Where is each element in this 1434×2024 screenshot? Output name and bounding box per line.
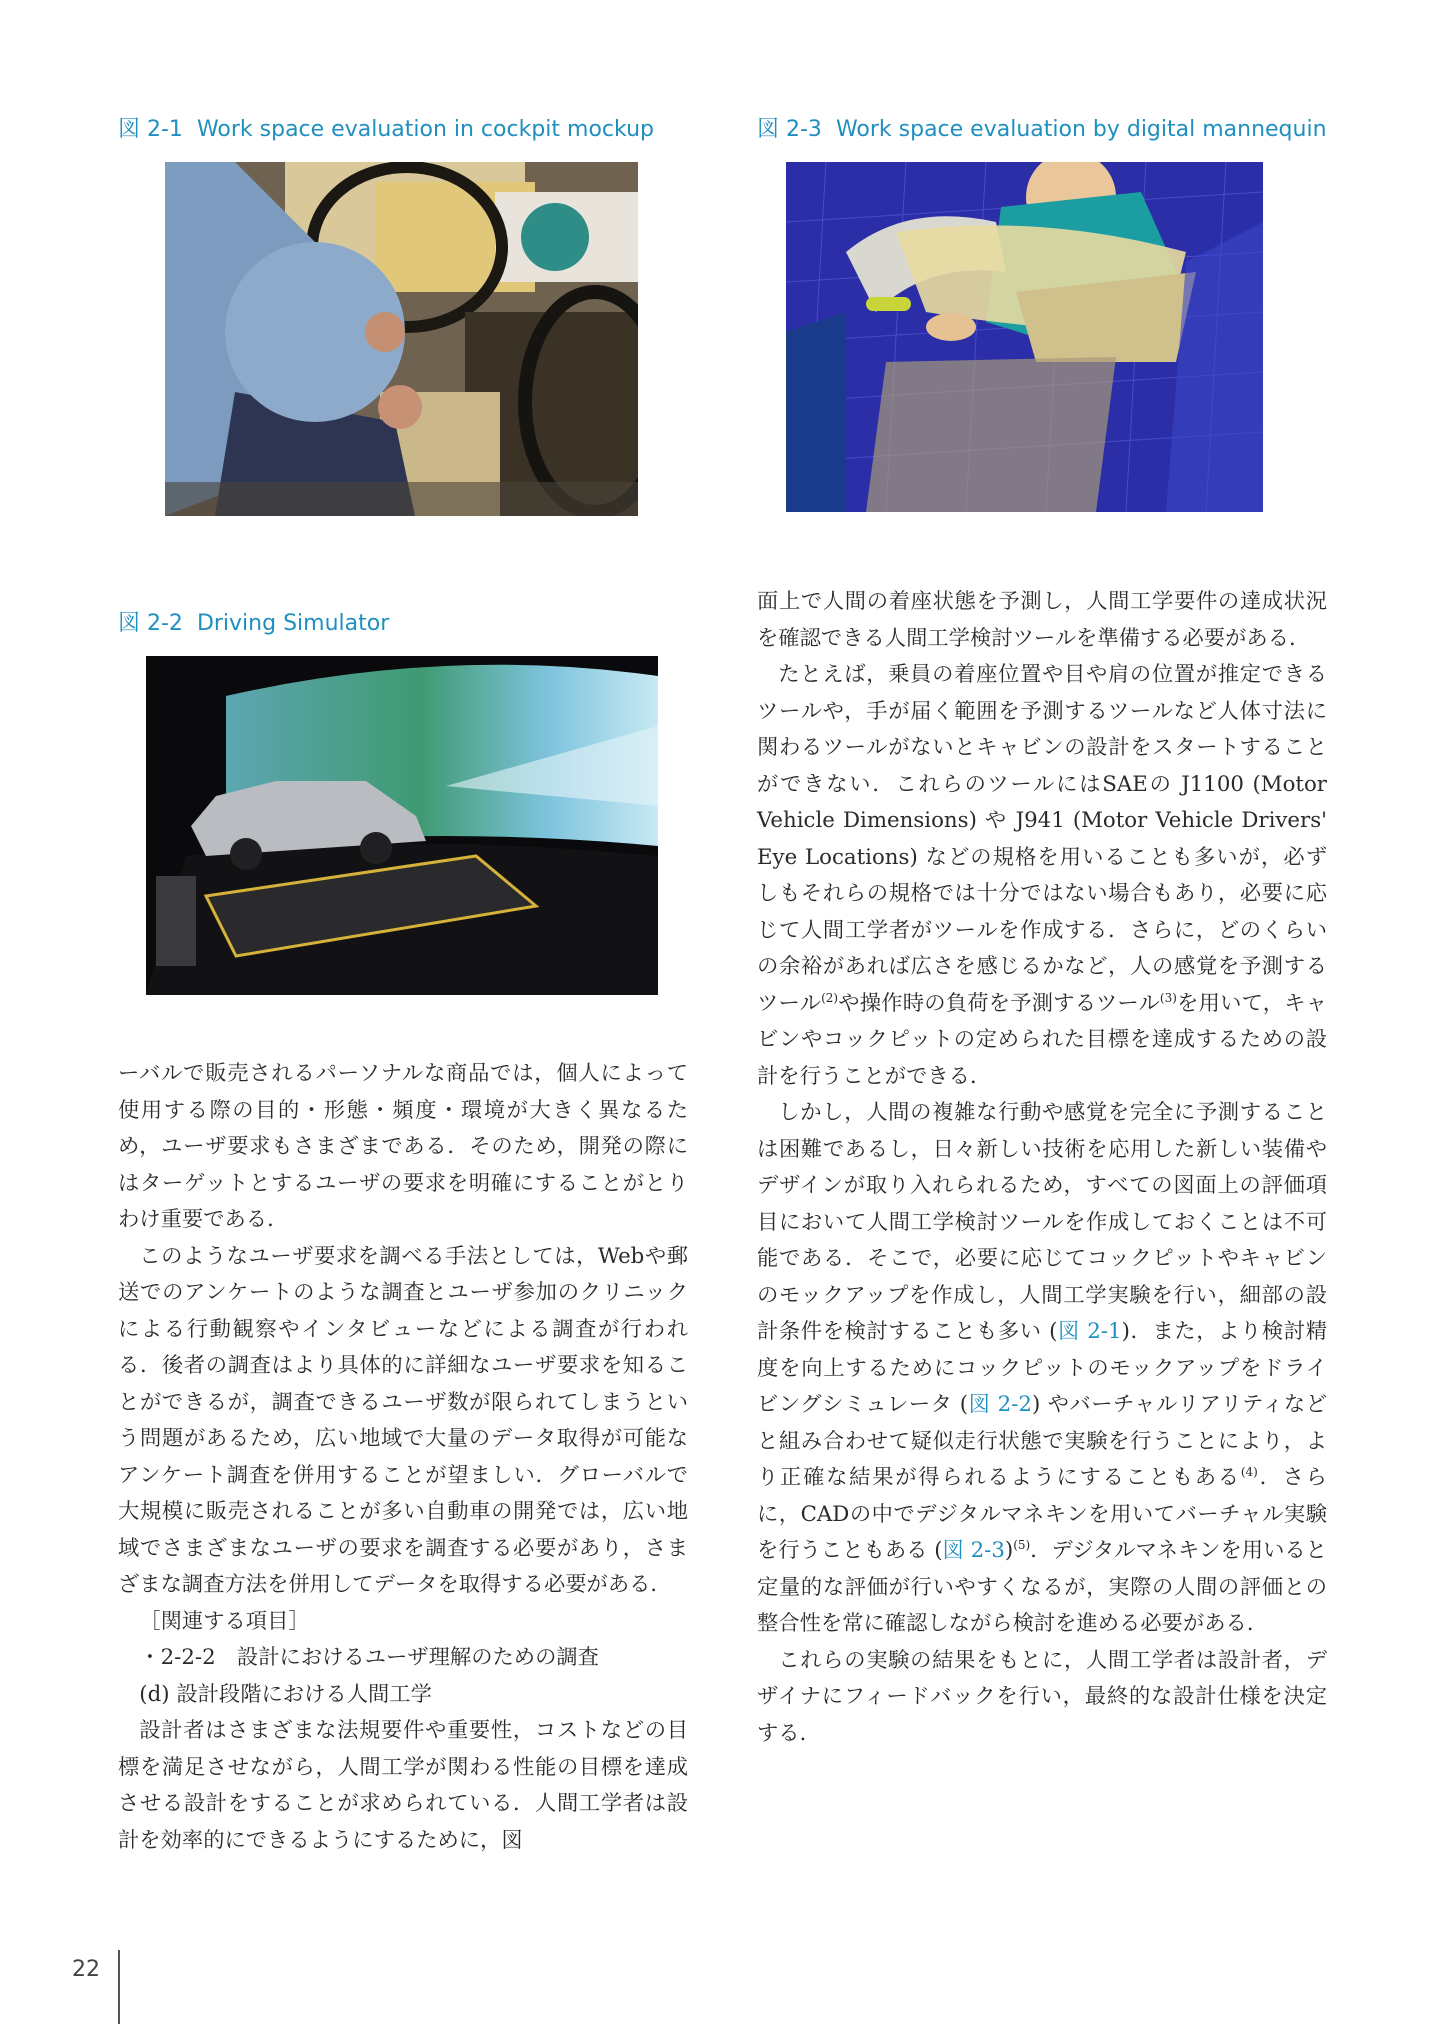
paragraph: しかし，人間の複雑な行動や感覚を完全に予測することは困難であるし，日々新しい技術を応用した新しい装備やデザインが取り入れられるため，すべての図面上の評価項目において人間工学検討ツールを作成しておくことは不可能である．そこで，必要に応じてコックピットやキャビンのモックアップを作成し，人間工学実験を行い，細部の設計条件を検討することも多い (図 2-1)．また，より検討精度を向上するためにコックピットのモックアップをドライビングシミュレータ (図 2-2) やバーチャルリアリティなどと組み合わせて疑似走行状態で実験を行うことにより，より正確な結果が得られるようにすることもある$^{(4)}$．さらに，CADの中でデジタルマネキンを用いてバーチャル実験を行うこともある (図 2-3)$^{(5)}$．デジタルマネキンを用いると定量的な評価が行いやすくなるが，実際の人間の評価との整合性を常に確認しながら検討を進める必要がある． [757,1100,1327,1636]
figure-title: Driving Simulator [196,611,390,636]
paragraph: 設計者はさまざまな法規要件や重要性，コストなどの目標を満足させながら，人間工学が関わる性能の目標を達成させる設計をすることが求められている．人間工学者は設計を効率的にできるようにするために，図 [118,1718,688,1853]
related-items-label: ［関連する項目］ [139,1608,310,1634]
citation: (3) [1159,990,1177,1005]
paragraph: このようなユーザ要求を調べる手法としては，Webや郵送でのアンケートのような調査とユーザ参加のクリニックによる行動観察やインタビューなどによる調査が行われる．後者の調査はより具体的に詳細なユーザ要求を知ることができるが，調査できるユーザ数が限られてしまうという問題があるため，広い地域で大量のデータ取得が可能なアンケート調査を併用することが望ましい．グローバルで大規模に販売されることが多い自動車の開発では，広い地域でさまざまなユーザの要求を調査する必要があり，さまざまな調査方法を併用してデータを取得する必要がある． [118,1243,688,1597]
citation: (2) [821,990,839,1005]
figure-title: Work space evaluation in cockpit mockup [196,117,654,142]
section-heading-d: (d) 設計段階における人間工学 [139,1681,432,1707]
paragraph: たとえば，乗員の着座位置や目や肩の位置が推定できるツールや，手が届く範囲を予測するツールなど人体寸法に関わるツールがないとキャビンの設計をスタートすることができない．これらのツールにはSAEの J1100 (Motor Vehicle Dimensions) や J941 (Motor Vehicle Drivers' Eye Locations) などの規格を用いることも多いが，必ずしもそれらの規格では十分ではない場合もあり，必要に応じて人間工学者がツールを作成する．さらに，どのくらいの余裕があれば広さを感じるかなど，人の感覚を予測するツール$^{(2)}$や操作時の負荷を予測するツール$^{(3)}$を用いて，キャビンやコックピットの定められた目標を達成するための設計を行うことができる． [757,662,1327,1089]
figure-number: 図 2-2 [118,611,183,636]
page-number-rule [118,1950,120,2024]
figure-2-3-digital-mannequin-render [786,162,1263,512]
citation: (4) [1240,1464,1258,1479]
paragraph: ーバルで販売されるパーソナルな商品では，個人によって使用する際の目的・形態・頻度・環境が大きく異なるため，ユーザ要求もさまざまである．そのため，開発の際にはターゲットとするユーザの要求を明確にすることがとりわけ重要である． [118,1061,688,1232]
figure-2-1-caption [118,112,654,143]
citation: (5) [1013,1537,1031,1552]
figure-2-2-driving-simulator-photo [146,656,658,995]
figure-2-1-cockpit-mockup-photo [165,162,638,516]
paragraph: これらの実験の結果をもとに，人間工学者は設計者，デザイナにフィードバックを行い，最終的な設計仕様を決定する． [757,1647,1327,1746]
right-text-column [757,584,1327,1752]
related-item: ・2-2-2 設計におけるユーザ理解のための調査 [139,1645,599,1670]
page-number: 22 [72,1957,100,1982]
figure-2-2-caption [118,606,389,637]
paragraph: 面上で人間の着座状態を予測し，人間工学要件の達成状況を確認できる人間工学検討ツールを準備する必要がある． [757,589,1327,651]
figure-title: Work space evaluation by digital mannequin [835,117,1327,142]
figure-2-1-link[interactable]: 図 2-1 [1057,1319,1122,1344]
figure-2-3-link[interactable]: 図 2-3 [942,1538,1005,1563]
figure-number: 図 2-3 [757,117,822,142]
left-text-column [118,1056,688,1859]
figure-number: 図 2-1 [118,117,183,142]
figure-2-2-link[interactable]: 図 2-2 [968,1392,1032,1417]
figure-2-3-caption [757,112,1327,143]
